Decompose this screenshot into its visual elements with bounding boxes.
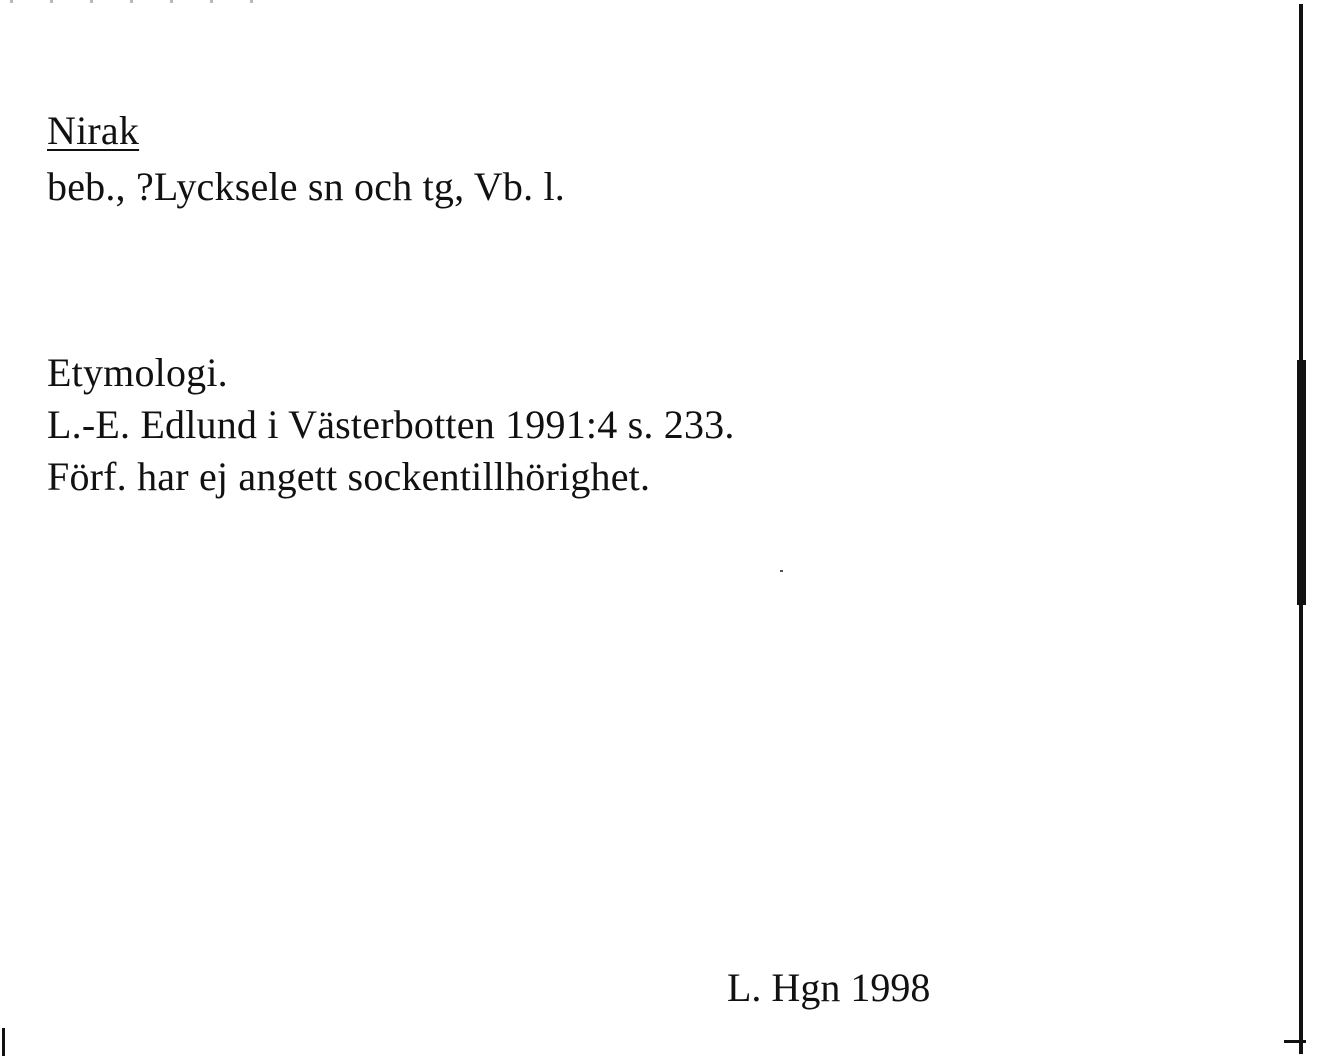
- scan-specks: [10, 0, 270, 3]
- note-line: Förf. har ej angett sockentillhörighet.: [47, 454, 651, 499]
- signature: L. Hgn 1998: [727, 965, 931, 1010]
- headword: Nirak: [47, 108, 140, 153]
- reference-line: L.-E. Edlund i Västerbotten 1991:4 s. 233.: [47, 402, 735, 447]
- card-edge-rule-thick: [1297, 360, 1306, 605]
- etymology-label: Etymologi.: [47, 350, 228, 395]
- corner-mark-bottom-left: [2, 1028, 5, 1056]
- location-line: beb., ?Lycksele sn och tg, Vb. l.: [47, 164, 565, 209]
- corner-mark-bottom-right: [1284, 1040, 1306, 1043]
- scan-speck: [780, 570, 783, 572]
